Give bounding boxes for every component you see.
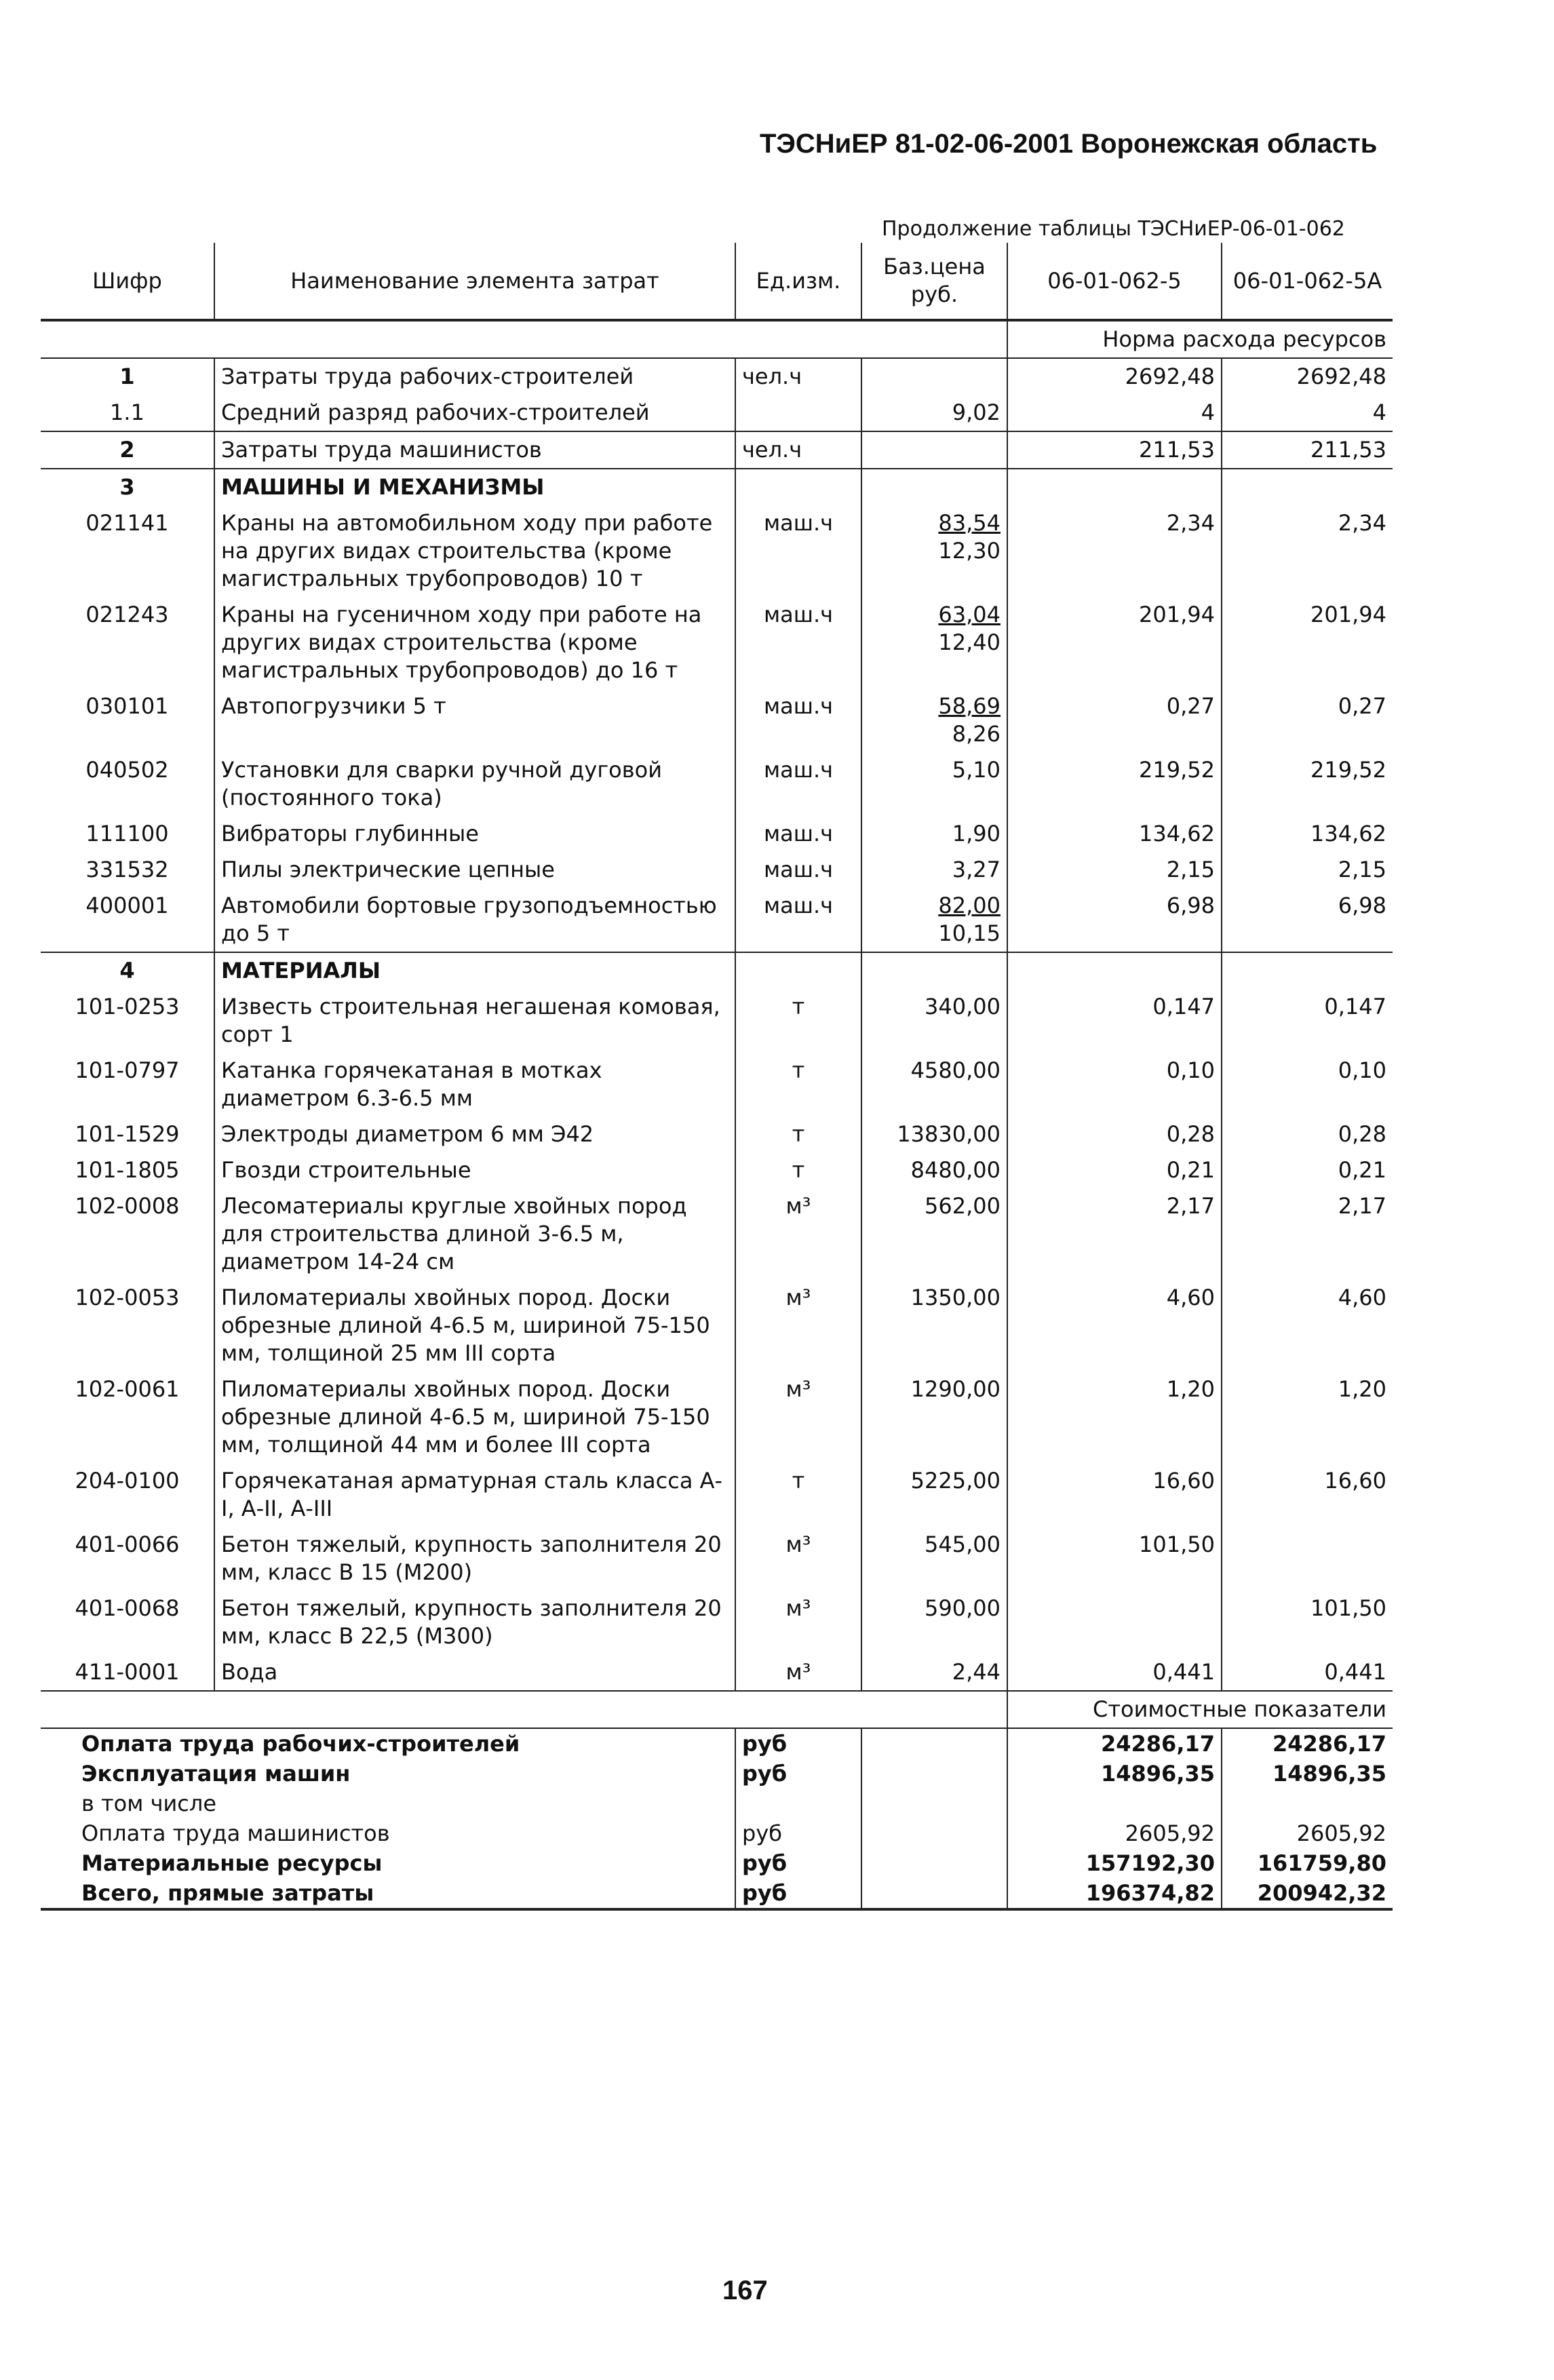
name-cell: Вода [214,1654,735,1691]
empty-cell [1222,952,1393,989]
norm-value-cell: 2,17 [1007,1188,1222,1280]
price-machinist-wage: 8,26 [952,721,1001,747]
name-cell: Лесоматериалы круглые хвойных пород для строительства длиной 3-6.5 м, диаметром 14-24 см [214,1188,735,1280]
norm-value-cell: 211,53 [1007,431,1222,469]
name-cell: Пиломатериалы хвойных пород. Доски обрезные длиной 4-6.5 м, шириной 75-150 мм, толщиной 44 мм и более III сорта [214,1371,735,1463]
col-header-code: Шифр [41,243,214,320]
name-cell: Краны на автомобильном ходу при работе на других видах строительства (кроме магистральных трубопроводов) 10 т [214,505,735,597]
empty-cell [735,952,861,989]
total-value-cell: 157192,30 [1007,1848,1222,1878]
page-header-title: ТЭСНиЕР 81-02-06-2001 Воронежская область [760,129,1378,159]
norm-value-cell: 0,27 [1007,688,1222,752]
norm-value-cell: 0,441 [1007,1654,1222,1691]
code-cell: 040502 [85,757,169,783]
page-number: 167 [722,2276,768,2305]
empty-cell [861,469,1007,505]
unit-cell: маш.ч [735,888,861,952]
code-cell: 101-0253 [75,994,180,1019]
price-value: 58,69 [938,693,1001,719]
total-value-cell [1007,1789,1222,1818]
empty-cell [861,1759,1007,1789]
group-row-machines [41,469,1393,505]
labor-row [41,358,1393,395]
total-value-cell: 14896,35 [1222,1759,1393,1789]
code-cell: 1 [119,364,135,389]
material-row [41,1280,1393,1371]
price-cell: 1290,00 [861,1371,1007,1463]
material-row [41,1116,1393,1152]
price-cell [861,852,1007,888]
material-row [41,1463,1393,1527]
norm-value-cell: 134,62 [1007,816,1222,852]
labor-row [41,395,1393,431]
total-value-cell [1222,1789,1393,1818]
norm-value-cell: 2692,48 [1222,358,1393,395]
unit-cell: м³ [735,1371,861,1463]
unit-cell: чел.ч [735,358,861,395]
name-cell: Вибраторы глубинные [214,816,735,852]
code-cell: 102-0008 [75,1193,180,1219]
code-cell: 2 [41,431,214,469]
price-cell [861,688,1007,752]
col-header-base-price: Баз.цена руб. [861,243,1007,320]
norm-value-cell: 1,20 [1222,1371,1393,1463]
norm-value-cell: 101,50 [1222,1591,1393,1654]
code-cell: 101-0797 [75,1057,180,1083]
unit-cell: руб [735,1878,861,1909]
machine-row [41,888,1393,952]
price-cell [861,597,1007,688]
material-row [41,989,1393,1053]
norm-value-cell: 0,28 [1222,1116,1393,1152]
section-caption-norms: Норма расхода ресурсов [1007,320,1393,358]
name-cell: Пиломатериалы хвойных пород. Доски обрезные длиной 4-6.5 м, шириной 75-150 мм, толщиной 25 мм III сорта [214,1280,735,1371]
code-cell: 101-1805 [75,1157,180,1183]
unit-cell: м³ [735,1280,861,1371]
price-value: 83,54 [938,510,1001,536]
price-value: 63,04 [938,602,1001,627]
code-cell: 411-0001 [75,1659,180,1685]
total-value-cell: 2605,92 [1222,1818,1393,1848]
name-cell: Средний разряд рабочих-строителей [214,395,735,431]
unit-cell: т [735,1053,861,1116]
name-cell: Катанка горячекатаная в мотках диаметром 6.3-6.5 мм [214,1053,735,1116]
unit-cell: маш.ч [735,852,861,888]
norm-value-cell: 2,15 [1222,852,1393,888]
total-row [41,1789,1393,1818]
unit-cell: чел.ч [735,431,861,469]
group-code-cell: 4 [41,952,214,989]
empty-cell [861,1789,1007,1818]
resource-norms-table [41,243,1393,1911]
price-value: 1,90 [952,821,1001,846]
material-row [41,1591,1393,1654]
empty-cell [41,1691,1007,1728]
name-cell: Пилы электрические цепные [214,852,735,888]
price-cell [861,816,1007,852]
total-name-cell: в том числе [81,1791,216,1816]
norm-value-cell: 0,21 [1222,1152,1393,1188]
price-value: 3,27 [952,857,1001,882]
code-cell: 102-0061 [75,1376,180,1402]
name-cell: Автопогрузчики 5 т [214,688,735,752]
norm-value-cell: 1,20 [1007,1371,1222,1463]
group-row-materials [41,952,1393,989]
name-cell: Электроды диаметром 6 мм Э42 [214,1116,735,1152]
price-machinist-wage: 12,30 [938,538,1001,564]
price-cell [861,358,1007,395]
empty-cell [861,952,1007,989]
norm-value-cell: 4,60 [1222,1280,1393,1371]
machine-row [41,816,1393,852]
labor-row [41,431,1393,469]
total-row [41,1759,1393,1789]
unit-cell: маш.ч [735,597,861,688]
norm-value-cell [1007,1591,1222,1654]
name-cell: Бетон тяжелый, крупность заполнителя 20 мм, класс В 22,5 (М300) [214,1591,735,1654]
norm-value-cell: 0,21 [1007,1152,1222,1188]
machine-row [41,505,1393,597]
empty-cell [1007,469,1222,505]
empty-cell [861,1818,1007,1848]
price-value: 82,00 [938,893,1001,918]
price-cell: 13830,00 [861,1116,1007,1152]
col-header-name: Наименование элемента затрат [214,243,735,320]
col-header-unit: Ед.изм. [735,243,861,320]
empty-cell [861,1848,1007,1878]
unit-cell: маш.ч [735,505,861,597]
price-cell: 340,00 [861,989,1007,1053]
total-name-cell: Эксплуатация машин [81,1761,351,1787]
name-cell: Установки для сварки ручной дуговой (постоянного тока) [214,752,735,816]
machine-row [41,752,1393,816]
unit-cell: маш.ч [735,752,861,816]
norm-value-cell: 219,52 [1007,752,1222,816]
code-cell: 204-0100 [75,1468,180,1494]
code-cell: 102-0053 [75,1285,180,1310]
unit-cell: руб [735,1759,861,1789]
norm-value-cell: 134,62 [1222,816,1393,852]
name-cell: Гвозди строительные [214,1152,735,1188]
total-value-cell: 161759,80 [1222,1848,1393,1878]
code-cell: 111100 [85,821,169,846]
total-row [41,1728,1393,1759]
name-cell: Затраты труда машинистов [214,431,735,469]
norm-value-cell: 2,34 [1007,505,1222,597]
name-cell: Затраты труда рабочих-строителей [214,358,735,395]
empty-cell [861,1728,1007,1759]
group-title-cell: МАТЕРИАЛЫ [214,952,735,989]
norm-value-cell: 201,94 [1007,597,1222,688]
price-cell: 8480,00 [861,1152,1007,1188]
group-code-cell: 3 [41,469,214,505]
price-cell: 590,00 [861,1591,1007,1654]
price-cell: 1350,00 [861,1280,1007,1371]
code-cell: 021243 [85,602,169,627]
norm-value-cell: 219,52 [1222,752,1393,816]
name-cell: Бетон тяжелый, крупность заполнителя 20 мм, класс В 15 (М200) [214,1527,735,1591]
material-row [41,1188,1393,1280]
norm-value-cell: 16,60 [1007,1463,1222,1527]
material-row [41,1654,1393,1691]
norm-value-cell: 2,15 [1007,852,1222,888]
price-cell [861,888,1007,952]
price-cell [861,431,1007,469]
empty-cell [861,1878,1007,1909]
norm-value-cell: 0,147 [1007,989,1222,1053]
name-cell: Горячекатаная арматурная сталь класса А-I, А-II, А-III [214,1463,735,1527]
price-value: 5,10 [952,757,1001,783]
unit-cell: руб [735,1728,861,1759]
total-name-cell: Материальные ресурсы [81,1850,383,1876]
norm-value-cell [1222,1527,1393,1591]
unit-cell: маш.ч [735,688,861,752]
unit-cell: м³ [735,1654,861,1691]
material-row [41,1053,1393,1116]
section-row-norms [41,320,1393,358]
norm-value-cell: 0,28 [1007,1116,1222,1152]
total-row [41,1818,1393,1848]
norm-value-cell: 4 [1007,395,1222,431]
name-cell: Известь строительная негашеная комовая, сорт 1 [214,989,735,1053]
material-row [41,1152,1393,1188]
norm-value-cell: 0,441 [1222,1654,1393,1691]
price-machinist-wage: 10,15 [938,920,1001,946]
code-cell: 401-0068 [75,1595,180,1621]
unit-cell: м³ [735,1591,861,1654]
unit-cell: т [735,989,861,1053]
total-value-cell: 14896,35 [1007,1759,1222,1789]
norm-value-cell: 0,10 [1007,1053,1222,1116]
code-cell: 101-1529 [75,1121,180,1147]
norm-value-cell: 4,60 [1007,1280,1222,1371]
norm-value-cell: 2,34 [1222,505,1393,597]
machine-row [41,852,1393,888]
total-name-cell: Оплата труда рабочих-строителей [41,1728,735,1759]
group-title-cell: МАШИНЫ И МЕХАНИЗМЫ [214,469,735,505]
norm-value-cell: 211,53 [1222,431,1393,469]
empty-cell [1222,469,1393,505]
norm-value-cell: 4 [1222,395,1393,431]
unit-cell [735,1789,861,1818]
unit-cell: м³ [735,1527,861,1591]
material-row [41,1371,1393,1463]
total-row [41,1878,1393,1909]
machine-row [41,688,1393,752]
unit-cell [735,395,861,431]
total-name-cell: Оплата труда машинистов [81,1820,390,1846]
norm-value-cell: 16,60 [1222,1463,1393,1527]
unit-cell: т [735,1116,861,1152]
table-continuation-caption: Продолжение таблицы ТЭСНиЕР-06-01-062 [882,217,1345,241]
unit-cell: руб [735,1848,861,1878]
code-cell: 331532 [85,857,169,882]
price-cell [861,752,1007,816]
norm-value-cell: 0,27 [1222,688,1393,752]
col-header-variant-5: 06-01-062-5 [1007,243,1222,320]
total-value-cell: 2605,92 [1007,1818,1222,1848]
total-name-cell: Всего, прямые затраты [41,1878,735,1909]
table-header-row [41,243,1393,320]
name-cell: Краны на гусеничном ходу при работе на других видах строительства (кроме магистральных трубопроводов) до 16 т [214,597,735,688]
code-cell: 030101 [85,693,169,719]
unit-cell: м³ [735,1188,861,1280]
col-header-variant-5a: 06-01-062-5А [1222,243,1393,320]
price-cell: 9,02 [861,395,1007,431]
norm-value-cell: 0,10 [1222,1053,1393,1116]
code-cell: 401-0066 [75,1532,180,1557]
norm-value-cell: 201,94 [1222,597,1393,688]
price-machinist-wage: 12,40 [938,629,1001,655]
total-value-cell: 24286,17 [1007,1728,1222,1759]
unit-cell: маш.ч [735,816,861,852]
section-row-costs [41,1691,1393,1728]
unit-cell: т [735,1152,861,1188]
total-value-cell: 24286,17 [1222,1728,1393,1759]
material-row [41,1527,1393,1591]
total-value-cell: 200942,32 [1222,1878,1393,1909]
code-cell: 021141 [85,510,169,536]
total-row [41,1848,1393,1878]
norm-value-cell: 0,147 [1222,989,1393,1053]
unit-cell: т [735,1463,861,1527]
code-cell: 1.1 [110,399,144,425]
total-value-cell: 196374,82 [1007,1878,1222,1909]
code-cell: 400001 [85,893,169,918]
unit-cell: руб [735,1818,861,1848]
norm-value-cell: 2692,48 [1007,358,1222,395]
price-cell: 4580,00 [861,1053,1007,1116]
name-cell: Автомобили бортовые грузоподъемностью до 5 т [214,888,735,952]
norm-value-cell: 6,98 [1007,888,1222,952]
price-cell [861,505,1007,597]
price-cell: 5225,00 [861,1463,1007,1527]
empty-cell [1007,952,1222,989]
section-caption-costs: Стоимостные показатели [1007,1691,1393,1728]
machine-row [41,597,1393,688]
norm-value-cell: 6,98 [1222,888,1393,952]
price-cell: 2,44 [861,1654,1007,1691]
price-cell: 545,00 [861,1527,1007,1591]
empty-cell [735,469,861,505]
price-cell: 562,00 [861,1188,1007,1280]
norm-value-cell: 2,17 [1222,1188,1393,1280]
norm-value-cell: 101,50 [1007,1527,1222,1591]
